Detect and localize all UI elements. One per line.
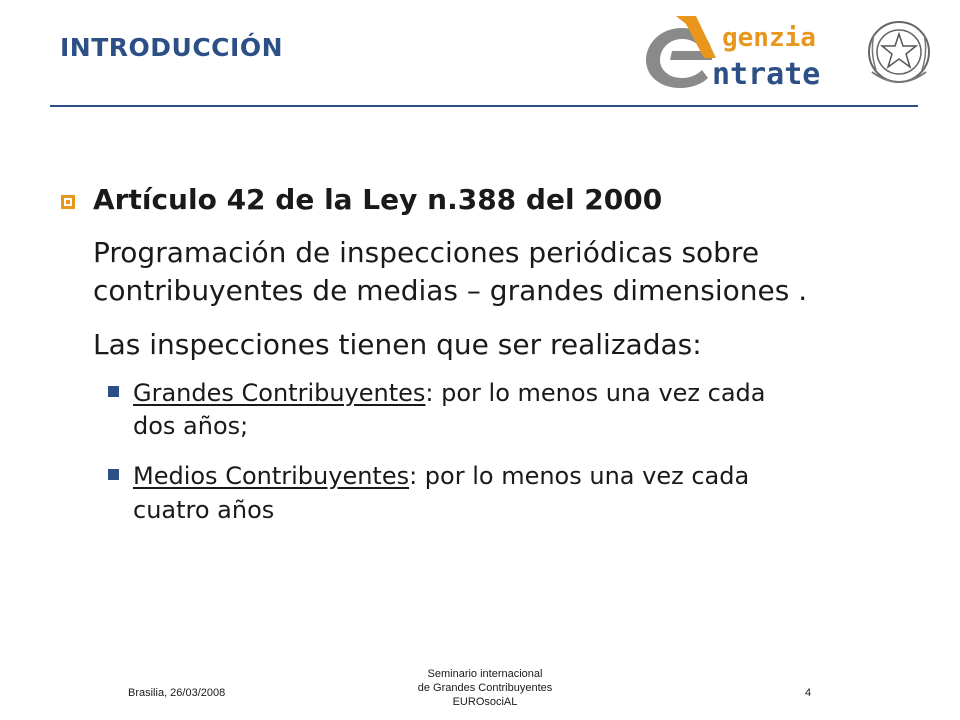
small-square-bullet-icon — [108, 386, 119, 397]
list-item — [133, 377, 913, 410]
item-text: : por lo menos una vez cada — [425, 379, 766, 407]
agenzia-entrate-logo — [642, 14, 860, 90]
logo-line1: genzia — [722, 23, 816, 53]
list-item-continuation: cuatro años — [133, 496, 275, 524]
footer-seminar — [380, 667, 590, 709]
footer-date: Brasilia, 26/03/2008 — [128, 687, 226, 699]
page-number: 4 — [805, 687, 812, 699]
logo-line2: ntrate — [712, 57, 821, 90]
paragraph-inspections: Las inspecciones tienen que ser realizadas: — [93, 328, 702, 361]
slide-title: INTRODUCCIÓN — [60, 33, 284, 62]
footer-line: de Grandes Contribuyentes — [417, 682, 553, 694]
italian-republic-emblem-icon — [862, 14, 936, 92]
article-heading: Artículo 42 de la Ley n.388 del 2000 — [93, 183, 663, 216]
paragraph-line: Programación de inspecciones periódicas sobre — [93, 236, 760, 269]
item-term: Medios Contribuyentes — [133, 462, 410, 490]
list-item-continuation: dos años; — [133, 412, 249, 440]
small-square-bullet-icon — [108, 469, 119, 480]
list-item — [133, 460, 913, 493]
item-text: : por lo menos una vez cada — [409, 462, 750, 490]
item-term: Grandes Contribuyentes — [133, 379, 426, 407]
square-bullet-icon — [61, 195, 75, 209]
paragraph-line: contribuyentes de medias – grandes dimensiones . — [93, 274, 808, 307]
footer-line: EUROsociAL — [452, 696, 518, 708]
header-divider — [50, 105, 918, 107]
footer-line: Seminario internacional — [427, 668, 543, 680]
